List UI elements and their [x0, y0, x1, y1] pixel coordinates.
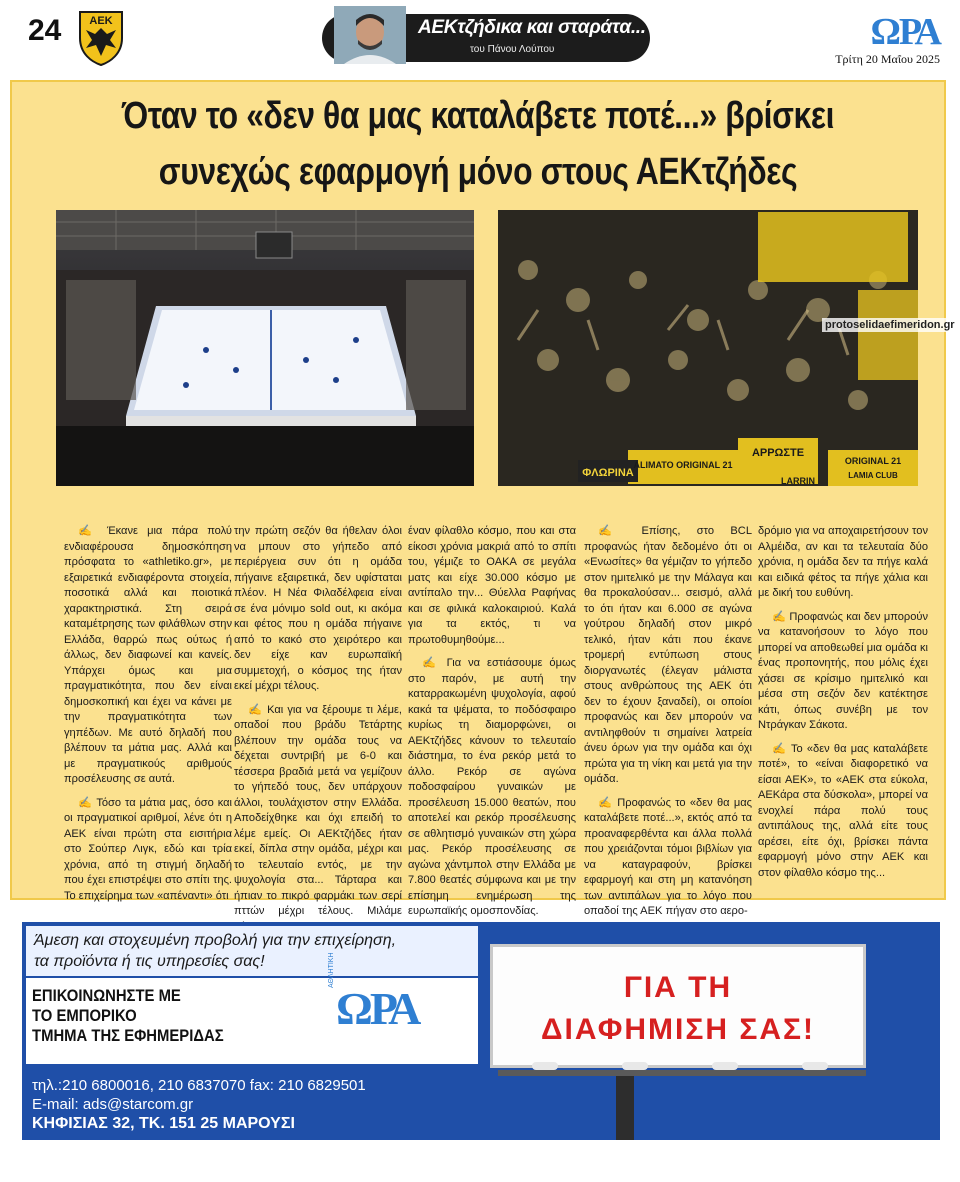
billboard	[490, 944, 866, 1068]
volleyball-arena-photo	[56, 210, 474, 486]
ad-contact-details	[32, 1076, 366, 1133]
club-logo-text: ΑΕΚ	[89, 15, 113, 27]
billboard-lamp-icon	[802, 1062, 828, 1070]
paragraph: ✍ Και για να ξέρουμε τι λέμε, οπαδοί που βράδυ Τετάρτης βλέπουν την ομάδα τους να δέχεται συντριβή με 6-0 και τέσσερα βραδιά μετά να γεμίζουν το γήπεδό τους, δεν υπάρχουν άλλοι, τουλάχιστον στην Ελλάδα. Αποδείχθηκε και όχι επειδή το λέμε εμείς. Οι ΑΕΚτζήδες ήταν εκεί, δίπλα στην ομάδα, μέχρι και το τελευταίο εντός, με την ψυχολογία στα... Τάρταρα και ήπιαν το πικρό φαρμάκι των σερί πττών μέχρι τέλους. Μιλάμε	[234, 703, 402, 917]
watermark: protoselidaefimeridon.gr	[822, 318, 958, 332]
text-column-1	[64, 524, 232, 902]
billboard-line-2: ΔΙΑΦΗΜΙΣΗ ΣΑΣ!	[540, 1013, 816, 1046]
billboard-lamp-icon	[532, 1062, 558, 1070]
text-column-2	[234, 524, 402, 917]
article-columns	[52, 524, 932, 917]
banner-text-arroste: ΑΡΡΩΣΤΕ	[751, 447, 805, 459]
paragraph: ✍ Προφανώς και δεν μπορούν να κατανοήσουν το λόγο που μπορεί να αποθεωθεί μια ομάδα κι ένας προπονητής, που μόλις έχει χάσει σε κρίσιμο ημιτελικό και μέσα στη σεζόν δεν κατέκτησε κάτι, όπως συνέβη με τον Ντράγκαν Σάκοτα.	[758, 610, 928, 731]
ad-contact	[32, 986, 224, 1046]
ad-contact-line-2: ΤΟ ΕΜΠΟΡΙΚΟ	[32, 1007, 137, 1025]
paragraph: έναν φίλαθλο κόσμο, που και στα είκοσι χρόνια μακριά από το σπίτι του, γέμιζε το ΟΑΚΑ σε μεγάλα ματς και είχε 30.000 κόσμο με αντίπαλο την... Θύελλα Ραφήνας και σε φιλικά καλοκαιριού. Καλά για τα εκτός, τι να πρωτοθυμηθούμε...	[408, 525, 576, 646]
text-column-3	[408, 524, 576, 917]
banner-text-lamia: LAMIA CLUB	[848, 471, 898, 480]
fans-celebration-photo	[498, 210, 918, 486]
ad-slogan-line-2: τα προϊόντα ή τις υπηρεσίες σας!	[34, 953, 265, 970]
ad-brand-tag: ΑΘΛΗΤΙΚΗ	[328, 952, 335, 988]
ad-brand-logo: ΩΡΑ	[336, 983, 419, 1034]
paragraph: ✍ Προφανώς το «δεν θα μας καταλάβετε ποτέ...», εκτός από τα προαναφερθέντα και άλλα πολλά που χρειάζονται τόμοι βιβλίων για να καταγραφούν, βρίσκει εφαρμογή και στη μη κατανόηση των αντιπάλων για το λόγο που οπαδοί της ΑΕΚ πήγαν στο αερο-	[584, 796, 752, 917]
paragraph: ✍ Το «δεν θα μας καταλάβετε ποτέ», το «είναι διαφορετικό να είσαι ΑΕΚ», το «ΑΕΚ στα εύκολα, ΑΕΚάρα στα δύσκολα», μπορεί να ενοχλεί πάρα πολύ τους αντιπάλους της, αλλά είτε τους αρέσει, είτε όχι, βρίσκει πάντα εφαρμογή μόνο στην ΑΕΚ και στον φίλαθλο κόσμο της...	[758, 742, 928, 879]
column-author: του Πάνου Λούπου	[470, 44, 555, 55]
billboard-line-1: ΓΙΑ ΤΗ	[623, 971, 733, 1004]
ad-slogan	[26, 926, 478, 976]
ad-slogan-line-1: Άμεση και στοχευμένη προβολή για την επιχείρηση,	[34, 932, 397, 949]
banner-text-original21: ORIGINAL 21	[844, 456, 902, 466]
paragraph: ✍ Για να εστιάσουμε όμως στο παρόν, με αυτή την καταρρακωμένη ψυχολογία, αφού κακά τα ψέματα, το ποδόσφαιρο κυρίως τη διαμορφώνει, οι ΑΕΚτζήδες κάνουν το τελευταίο διάστημα, το ένα ρεκόρ μετά το άλλο. Ρεκόρ σε αγώνα ποδοσφαίρου γυναικών με προσέλευση 15.000 θεατών, που αποτελεί και ρεκόρ προσέλευσης σε αθλητισμό γυναικών στη χώρα μας. Ρεκόρ προσέλευσης σε αγώνα χάντμπολ στην Ελλάδα με 7.800 θεατές σύμφωνα και με την επίσημη ενημέρωση της ευρωπαϊκής ομοσπονδίας.	[408, 657, 576, 917]
banner-text-alimato: ALIMATO ORIGINAL 21	[633, 460, 733, 470]
column-title: ΑΕΚτζήδικα και σταράτα...	[418, 17, 646, 38]
text-column-4	[584, 524, 752, 917]
columnist-photo	[334, 6, 406, 64]
ad-phone: τηλ.:210 6800016, 210 6837070 fax: 210 6829501	[32, 1077, 366, 1094]
paper-brand: ΩΡΑ	[870, 11, 940, 53]
ad-contact-line-3: ΤΜΗΜΑ ΤΗΣ ΕΦΗΜΕΡΙΔΑΣ	[32, 1027, 224, 1045]
billboard-bar	[498, 1070, 866, 1076]
ad-email: E-mail: ads@starcom.gr	[32, 1096, 194, 1113]
ad-address: ΚΗΦΙΣΙΑΣ 32, ΤΚ. 151 25 ΜΑΡΟΥΣΙ	[32, 1115, 295, 1132]
banner-text-florina: ΦΛΩΡΙΝΑ	[582, 467, 634, 479]
billboard-lamp-icon	[622, 1062, 648, 1070]
paragraph: ✍ Έκανε μια πάρα πολύ ενδιαφέρουσα δημοσκόπηση πρόσφατα το «athletiko.gr», με εξαιρετικά ενδιαφέροντα στοιχεία, ποσοτικά αλλά και ποιοτικά χαρακτηριστικά. Στη σειρά καταμέτρησης των φιλάθλων στην Ελλάδα, θαρρώ πως ούτως ή άλλως, δεν διαφωνεί και κανείς. Υπάρχει όμως και μια πραγματικότητα, που δεν είναι δημοσκοπική και έχει να κάνει με την πραγματικότητα των γηπέδων. Με αυτό δηλαδή που βλέπουν τα μάτια μας. Αλλά και με πραγματικούς αριθμούς προσέλευσης σε αυτά.	[64, 525, 232, 785]
issue-date: Τρίτη 20 Μαΐου 2025	[835, 52, 940, 66]
billboard-pole	[616, 1076, 634, 1140]
paragraph: ✍ Τόσο τα μάτια μας, όσο και οι πραγματικοί αριθμοί, λένε ότι η ΑΕΚ είναι πρώτη στα εισιτήρια στο Σούπερ Λιγκ, εδώ και τρία χρόνια, από τη στιγμή δηλαδή που έχει επιστρέψει στο σπίτι της. Το επιχείρημα των «απέναντι» ότι	[64, 796, 232, 902]
page-number: 24	[28, 14, 62, 47]
billboard-lamp-icon	[712, 1062, 738, 1070]
banner-text-larrin: LARRIN	[781, 476, 815, 486]
paragraph: την πρώτη σεζόν θα ήθελαν όλοι να μπουν στο γήπεδο από περιέργεια συν ότι η ομάδα πήγαινε εξαιρετικά, δεν υφίσταται πλέον. Η Νέα Φιλαδέλφεια είναι σε ένα μόνιμο sold out, κι ακόμα και φέτος που η ομάδα πήγαινε από το κακό στο χειρότερο και δεν είχε καν ευρωπαϊκή συμμετοχή, ο κόσμος της ήταν εκεί μέχρι τέλους.	[234, 525, 402, 692]
headline-line-2: συνεχώς εφαρμογή μόνο στους ΑΕΚτζήδες	[158, 151, 798, 193]
text-column-5	[758, 524, 928, 888]
paragraph: δρόμιο για να αποχαιρετήσουν τον Αλμέιδα, αν και τα τελευταία δύο χρόνια, η ομάδα δεν τα πήγε καλά και ειδικά φέτος τα πήγε χάλια και με δική του ευθύνη.	[758, 525, 928, 599]
aek-logo-icon	[76, 8, 126, 66]
paragraph: ✍ Επίσης, στο BCL προφανώς ήταν δεδομένο ότι οι «Ενωσίτες» θα γέμιζαν το γήπεδο στον ημιτελικό με την Μάλαγα και θα προκαλούσαν... σεισμό, αλλά το ότι ήταν και 6.000 σε αγώνα γούτρου δηλαδή στον μικρό τελικό, ήταν κάτι που έκανε τρομερή εντύπωση στους διοργανωτές (έλεγαν μάλιστα στους ανθρώπους της ΑΕΚ ότι δεν το έχουν ξαναδεί), οι οποίοι προφανώς και δεν μπορούν να αντιληφθούν τι σημαίνει λατρεία άνευ όρων για την ομάδα και όχι πρώτα για τη νίκη και μετά για την ομάδα.	[584, 525, 752, 785]
headline	[87, 88, 870, 200]
advertisement	[22, 922, 940, 1140]
billboard-text	[493, 967, 863, 1051]
ad-contact-line-1: ΕΠΙΚΟΙΝΩΝΗΣΤΕ ΜΕ	[32, 987, 181, 1005]
headline-line-1: Όταν το «δεν θα μας καταλάβετε ποτέ...» βρίσκει	[121, 95, 835, 137]
